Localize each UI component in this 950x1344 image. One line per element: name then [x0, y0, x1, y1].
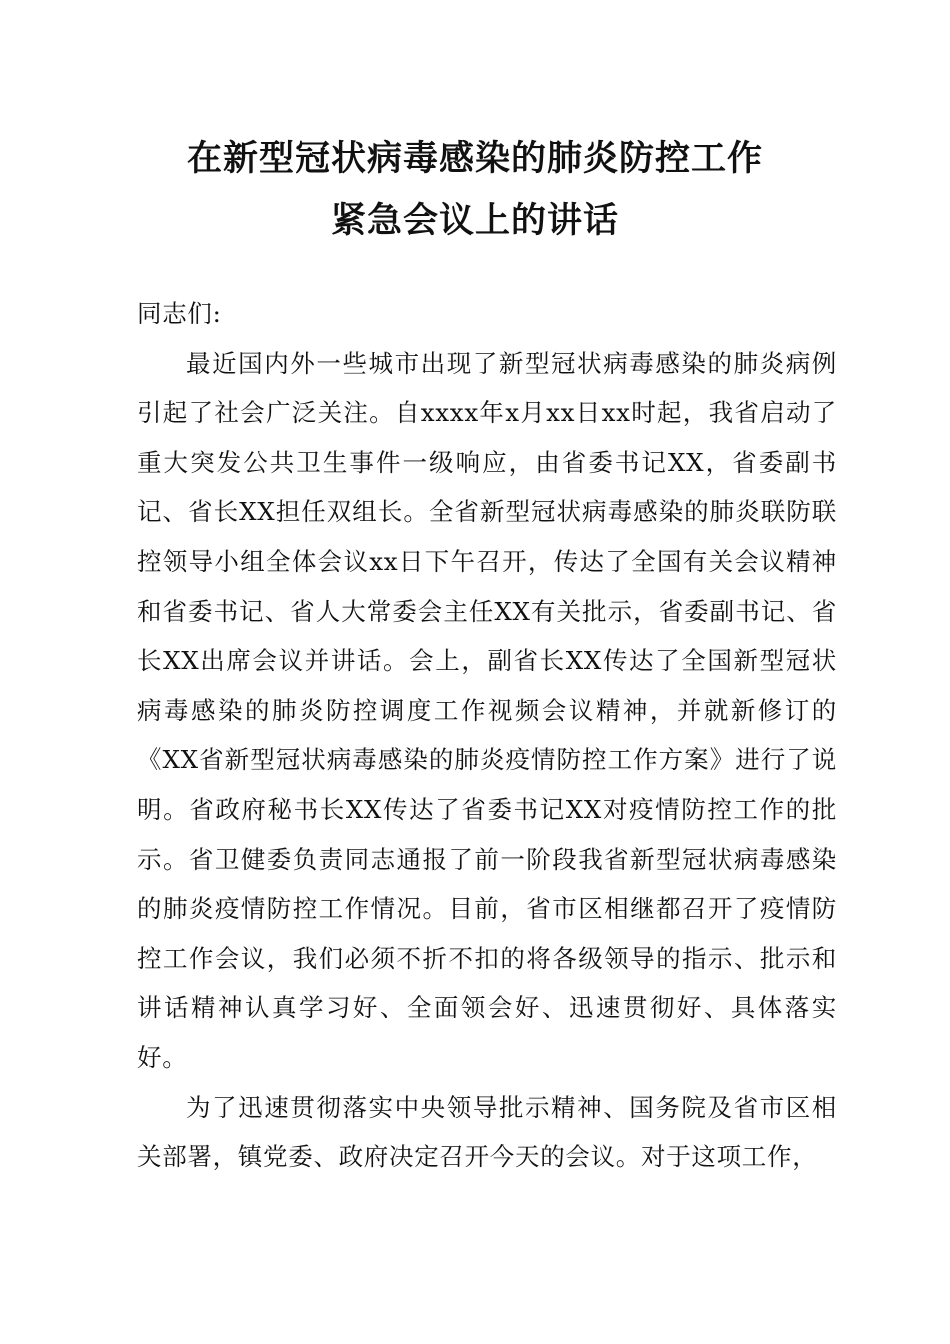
title-line-2: 紧急会议上的讲话	[330, 200, 619, 241]
document-body	[137, 289, 837, 1182]
paragraph-1: 最近国内外一些城市出现了新型冠状病毒感染的肺炎病例引起了社会广泛关注。自xxxx年x月xx日xx时起，我省启动了重大突发公共卫生事件一级响应，由省委书记XX，省委副书记、省长XX担任双组长。全省新型冠状病毒感染的肺炎联防联控领导小组全体会议xx日下午召开，传达了全国有关会议精神和省委书记、省人大常委会主任XX有关批示，省委副书记、省长XX出席会议并讲话。会上，副省长XX传达了全国新型冠状病毒感染的肺炎防控调度工作视频会议精神，并就新修订的《XX省新型冠状病毒感染的肺炎疫情防控工作方案》进行了说明。省政府秘书长XX传达了省委书记XX对疫情防控工作的批示。省卫健委负责同志通报了前一阶段我省新型冠状病毒感染的肺炎疫情防控工作情况。目前，省市区相继都召开了疫情防控工作会议，我们必须不折不扣的将各级领导的指示、批示和讲话精神认真学习好、全面领会好、迅速贯彻好、具体落实好。	[137, 348, 837, 1072]
paragraph-2: 为了迅速贯彻落实中央领导批示精神、国务院及省市区相关部署，镇党委、政府决定召开今天的会议。对于这项工作，	[137, 1092, 837, 1172]
title-line-1: 在新型冠状病毒感染的肺炎防控工作	[186, 138, 763, 179]
salutation: 同志们:	[137, 299, 222, 328]
document-title	[0, 128, 950, 252]
